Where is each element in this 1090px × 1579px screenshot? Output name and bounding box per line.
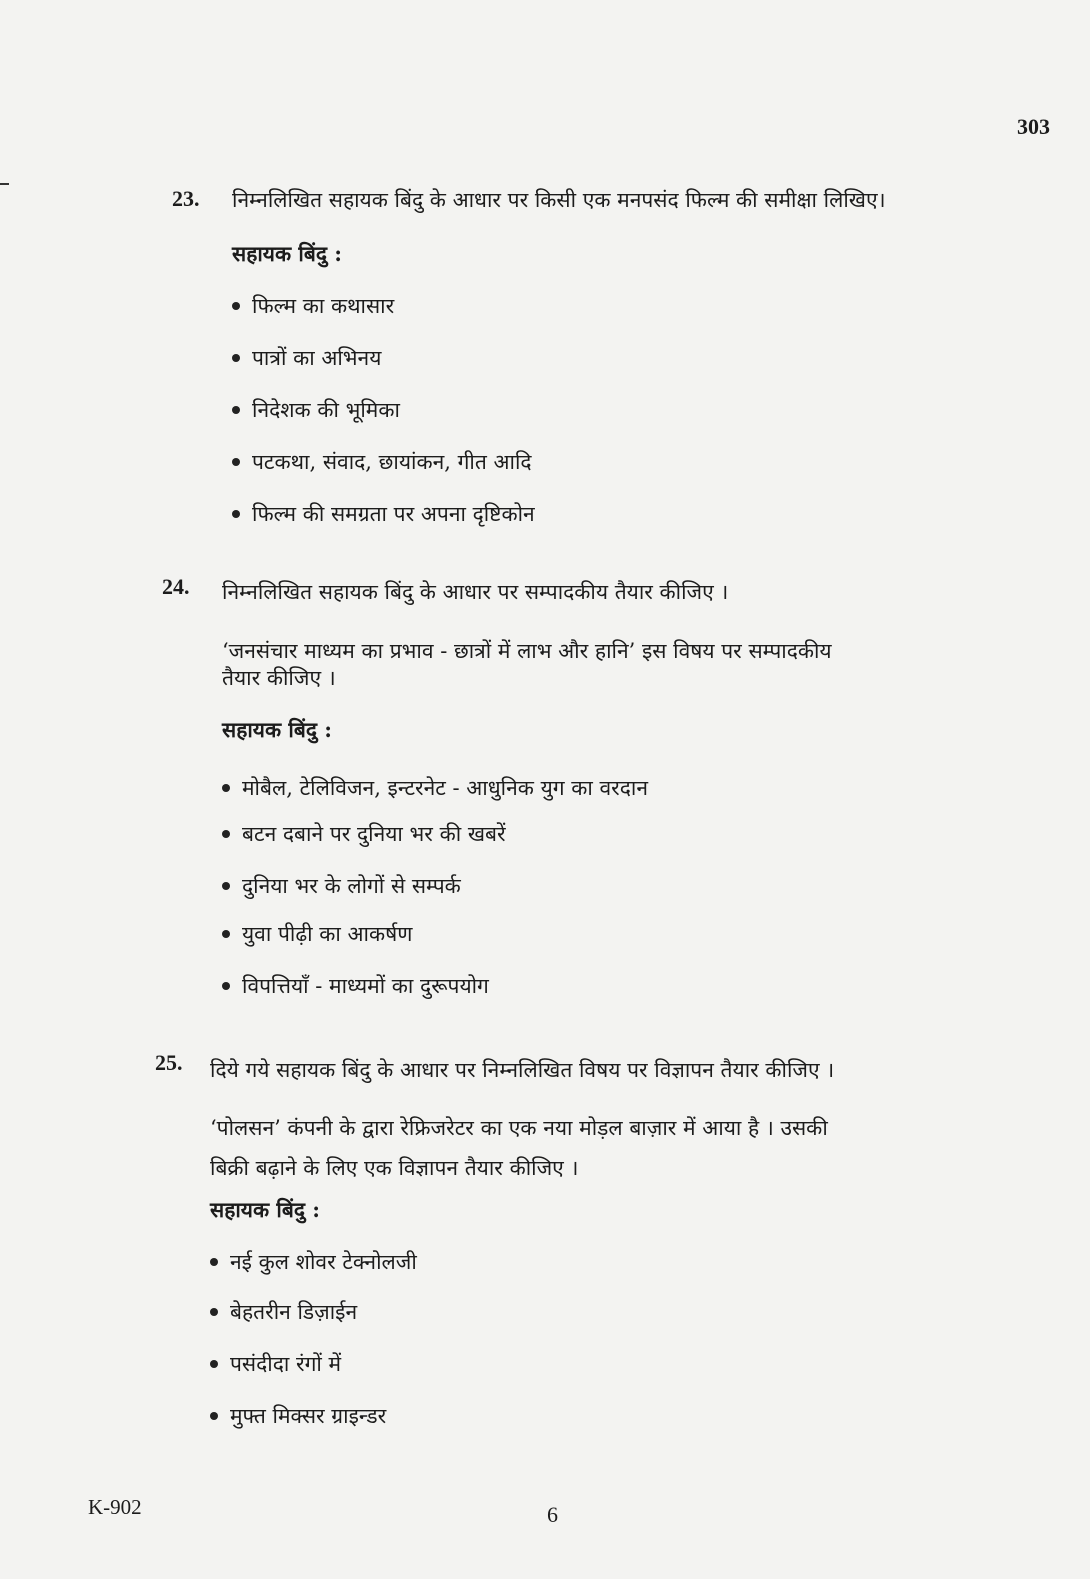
booklet-code: K-902 <box>88 1495 142 1519</box>
bullet-icon <box>222 882 230 890</box>
page-number: 6 <box>547 1502 558 1527</box>
bullet-icon <box>232 302 240 310</box>
bullet-icon <box>222 784 230 792</box>
question-25-number: 25. <box>155 1050 183 1075</box>
question-24-detail-line: ‘जनसंचार माध्यम का प्रभाव - छात्रों में लाभ और हानि’ इस विषय पर सम्पादकीय <box>222 639 832 663</box>
question-24-point: विपत्तियाँ - माध्यमों का दुरूपयोग <box>222 972 489 1000</box>
question-24-number: 24. <box>162 574 190 599</box>
question-25-point: मुफ्त मिक्सर ग्राइन्डर <box>210 1402 386 1430</box>
question-23-heading: सहायक बिंदु : <box>232 241 343 266</box>
question-23-point: पात्रों का अभिनय <box>232 344 381 372</box>
question-24-point: दुनिया भर के लोगों से सम्पर्क <box>222 872 461 900</box>
question-23-point: पटकथा, संवाद, छायांकन, गीत आदि <box>232 448 532 476</box>
paper-code: 303 <box>1017 114 1050 139</box>
question-25-detail-line: ‘पोलसन’ कंपनी के द्वारा रेफ्रिजरेटर का एक नया मोड़ल बाज़ार में आया है । उसकी <box>210 1116 828 1140</box>
question-25-heading: सहायक बिंदु : <box>210 1197 321 1222</box>
question-23-text: निम्नलिखित सहायक बिंदु के आधार पर किसी एक मनपसंद फिल्म की समीक्षा लिखिए। <box>232 188 886 212</box>
bullet-icon <box>210 1412 218 1420</box>
bullet-icon <box>222 830 230 838</box>
question-23-point: निदेशक की भूमिका <box>232 396 400 424</box>
question-23-number: 23. <box>172 186 200 211</box>
bullet-icon <box>232 406 240 414</box>
bullet-icon <box>210 1360 218 1368</box>
question-24-detail-line: तैयार कीजिए । <box>222 666 336 690</box>
question-25-detail-line: बिक्री बढ़ाने के लिए एक विज्ञापन तैयार कीजिए । <box>210 1156 579 1180</box>
question-24-point: मोबैल, टेलिविजन, इन्टरनेट - आधुनिक युग का वरदान <box>222 774 648 802</box>
bullet-icon <box>222 930 230 938</box>
bullet-icon <box>232 510 240 518</box>
bullet-icon <box>210 1308 218 1316</box>
question-23-point: फिल्म की समग्रता पर अपना दृष्टिकोन <box>232 500 535 528</box>
question-25-point: नई कुल शोवर टेक्नोलजी <box>210 1248 417 1276</box>
question-25-point: पसंदीदा रंगों में <box>210 1350 341 1378</box>
bullet-icon <box>222 982 230 990</box>
margin-mark <box>0 183 9 185</box>
question-23-point: फिल्म का कथासार <box>232 292 394 320</box>
bullet-icon <box>210 1258 218 1266</box>
question-24-heading: सहायक बिंदु : <box>222 717 333 742</box>
bullet-icon <box>232 458 240 466</box>
question-24-point: बटन दबाने पर दुनिया भर की खबरें <box>222 820 506 848</box>
question-24-text: निम्नलिखित सहायक बिंदु के आधार पर सम्पादकीय तैयार कीजिए । <box>222 580 729 604</box>
bullet-icon <box>232 354 240 362</box>
question-24-point: युवा पीढ़ी का आकर्षण <box>222 920 412 948</box>
question-25-point: बेहतरीन डिज़ाईन <box>210 1298 357 1326</box>
question-25-text: दिये गये सहायक बिंदु के आधार पर निम्नलिखित विषय पर विज्ञापन तैयार कीजिए । <box>210 1058 835 1082</box>
